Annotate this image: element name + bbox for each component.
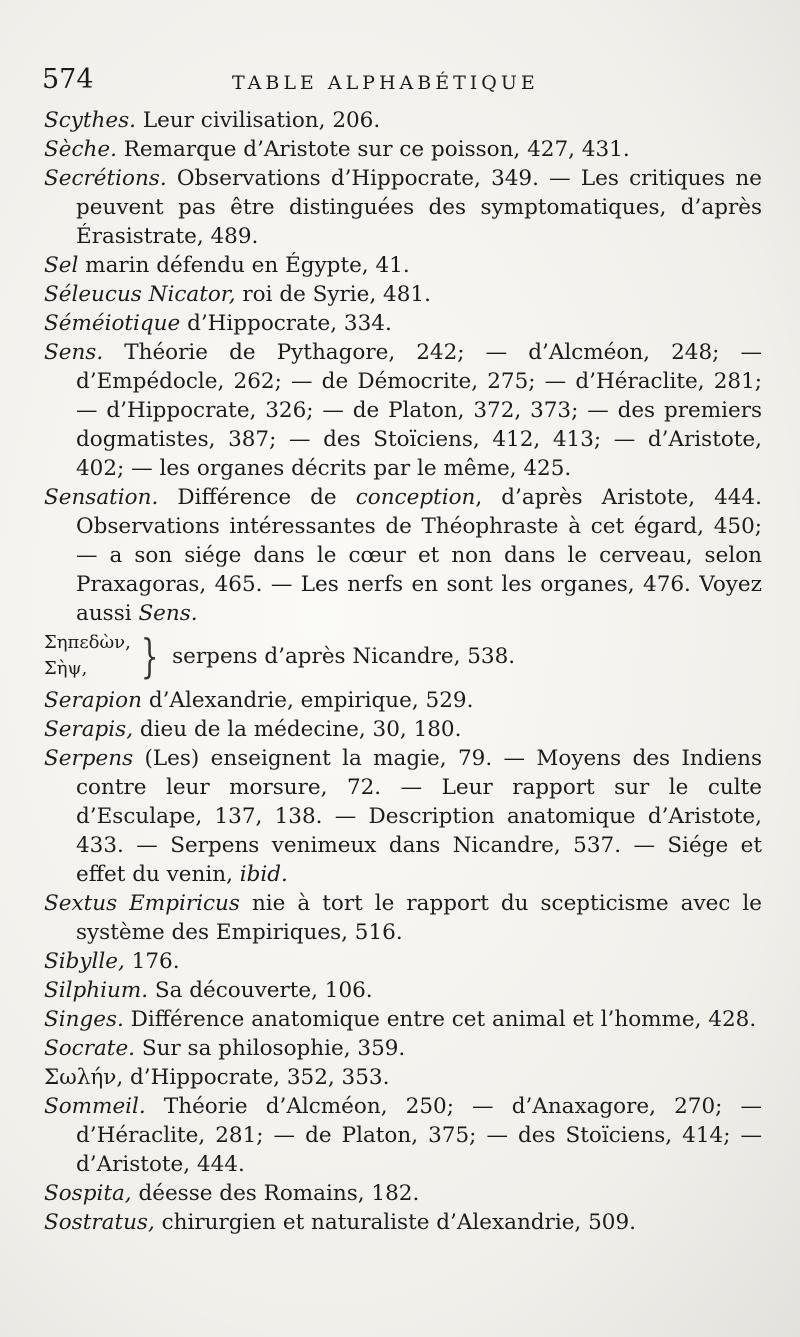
index-entry [44, 106, 762, 135]
index-entry [44, 483, 762, 628]
greek-word: Σηπεδὼν, [44, 632, 131, 653]
entry-term: Sostratus, [44, 1210, 155, 1235]
entry-term: Sospita, [44, 1181, 132, 1206]
index-entry [44, 715, 762, 744]
entry-text: roi de Syrie, 481. [235, 282, 431, 307]
index-entry [44, 1179, 762, 1208]
entry-text: 176. [124, 949, 180, 974]
entry-text: dieu de la médecine, 30, 180. [133, 717, 462, 742]
entry-italic-text: conception [355, 485, 476, 510]
index-entry [44, 280, 762, 309]
index-entry [44, 686, 762, 715]
entry-term: Sens. [44, 340, 104, 365]
index-entry [44, 1034, 762, 1063]
entry-text: Leur civilisation, 206. [136, 108, 381, 133]
index-entry [44, 1063, 762, 1092]
entry-term: Serapion [44, 688, 142, 713]
entry-term: Sel [44, 253, 79, 278]
entry-text: Observations d’Hippocrate, 349. — Les critiques ne peuvent pas être distinguées des symptomatiques, d’après Érasistrate, 489. [76, 166, 762, 249]
entry-term: Serpens [44, 746, 134, 771]
index-entry [44, 309, 762, 338]
page-number: 574 [42, 64, 94, 95]
index-entry [44, 947, 762, 976]
entry-greek-term: Σωλήν [44, 1065, 117, 1090]
entry-term: Séleucus Nicator, [44, 282, 236, 307]
entry-text: , d’après Aristote, 444. Observations intéressantes de Théophraste à cet égard, 450; — a son siége dans le cœur et non dans le cerveau, selon Praxagoras, 465. — Les nerfs en sont les organes, 476. Voyez aussi [76, 485, 763, 626]
running-title: TABLE ALPHABÉTIQUE [232, 72, 539, 94]
entry-text: , d’Hippocrate, 352, 353. [116, 1065, 390, 1090]
entry-text: nie à tort le rapport du scepticisme avec le système des Empiriques, 516. [76, 891, 763, 945]
index-entry [44, 338, 762, 483]
entry-text: d’Alexandrie, empirique, 529. [141, 688, 474, 713]
brace-icon: } [140, 629, 159, 683]
entry-term: Secrétions. [44, 166, 167, 191]
entry-term: Sensation. [44, 485, 159, 510]
entry-text: Différence anatomique entre cet animal et l’homme, 428. [123, 1007, 757, 1032]
entry-term: Sèche. [44, 137, 117, 162]
entry-term: Sibylle, [44, 949, 125, 974]
index-entry [44, 744, 762, 889]
index-entry [44, 889, 762, 947]
index-entries [44, 106, 762, 1237]
entry-term: Singes. [44, 1007, 124, 1032]
entry-text: d’Hippocrate, 334. [180, 311, 392, 336]
entry-italic-text: ibid. [239, 862, 288, 887]
index-entry [44, 1005, 762, 1034]
entry-term: Serapis, [44, 717, 134, 742]
entry-term: Sextus Empiricus [44, 891, 240, 916]
entry-text: chirurgien et naturaliste d’Alexandrie, 509. [154, 1210, 636, 1235]
index-entry [44, 976, 762, 1005]
entry-text: Différence de [158, 485, 356, 510]
greek-words [44, 630, 131, 682]
greek-group-entry [44, 630, 762, 682]
index-entry [44, 251, 762, 280]
index-entry [44, 135, 762, 164]
entry-term: Séméiotique [44, 311, 181, 336]
entry-text: déesse des Romains, 182. [131, 1181, 420, 1206]
index-entry [44, 1208, 762, 1237]
entry-term: Silphium. [44, 978, 149, 1003]
entry-text: marin défendu en Égypte, 41. [78, 253, 410, 278]
greek-word: Σὴψ, [44, 658, 88, 679]
entry-text: serpens d’après Nicandre, 538. [172, 643, 516, 669]
entry-italic-text: Sens. [138, 601, 198, 626]
entry-text: Sa découverte, 106. [148, 978, 373, 1003]
entry-text: Théorie de Pythagore, 242; — d’Alcméon, 248; — d’Empédocle, 262; — de Démocrite, 275; — d’Héraclite, 281; — d’Hippocrate, 326; — de Platon, 372, 373; — des premiers dogmatistes, 387; — des Stoïciens, 412, 413; — d’Aristote, 402; — les organes décrits par le même, 425. [76, 340, 762, 481]
entry-text: Sur sa philosophie, 359. [135, 1036, 406, 1061]
index-entry [44, 1092, 762, 1179]
index-entry [44, 164, 762, 251]
page-header [42, 62, 772, 102]
entry-term: Scythes. [44, 108, 136, 133]
entry-term: Sommeil. [44, 1094, 146, 1119]
entry-text: (Les) enseignent la magie, 79. — Moyens des Indiens contre leur morsure, 72. — Leur rapport sur le culte d’Esculape, 137, 138. — Description anatomique d’Aristote, 433. — Serpens venimeux dans Nicandre, 537. — Siége et effet du venin, [76, 746, 762, 887]
entry-text: Théorie d’Alcméon, 250; — d’Anaxagore, 270; — d’Héraclite, 281; — de Platon, 375; — des Stoïciens, 414; — d’Aristote, 444. [76, 1094, 762, 1177]
entry-term: Socrate. [44, 1036, 136, 1061]
entry-text: Remarque d’Aristote sur ce poisson, 427, 431. [116, 137, 630, 162]
